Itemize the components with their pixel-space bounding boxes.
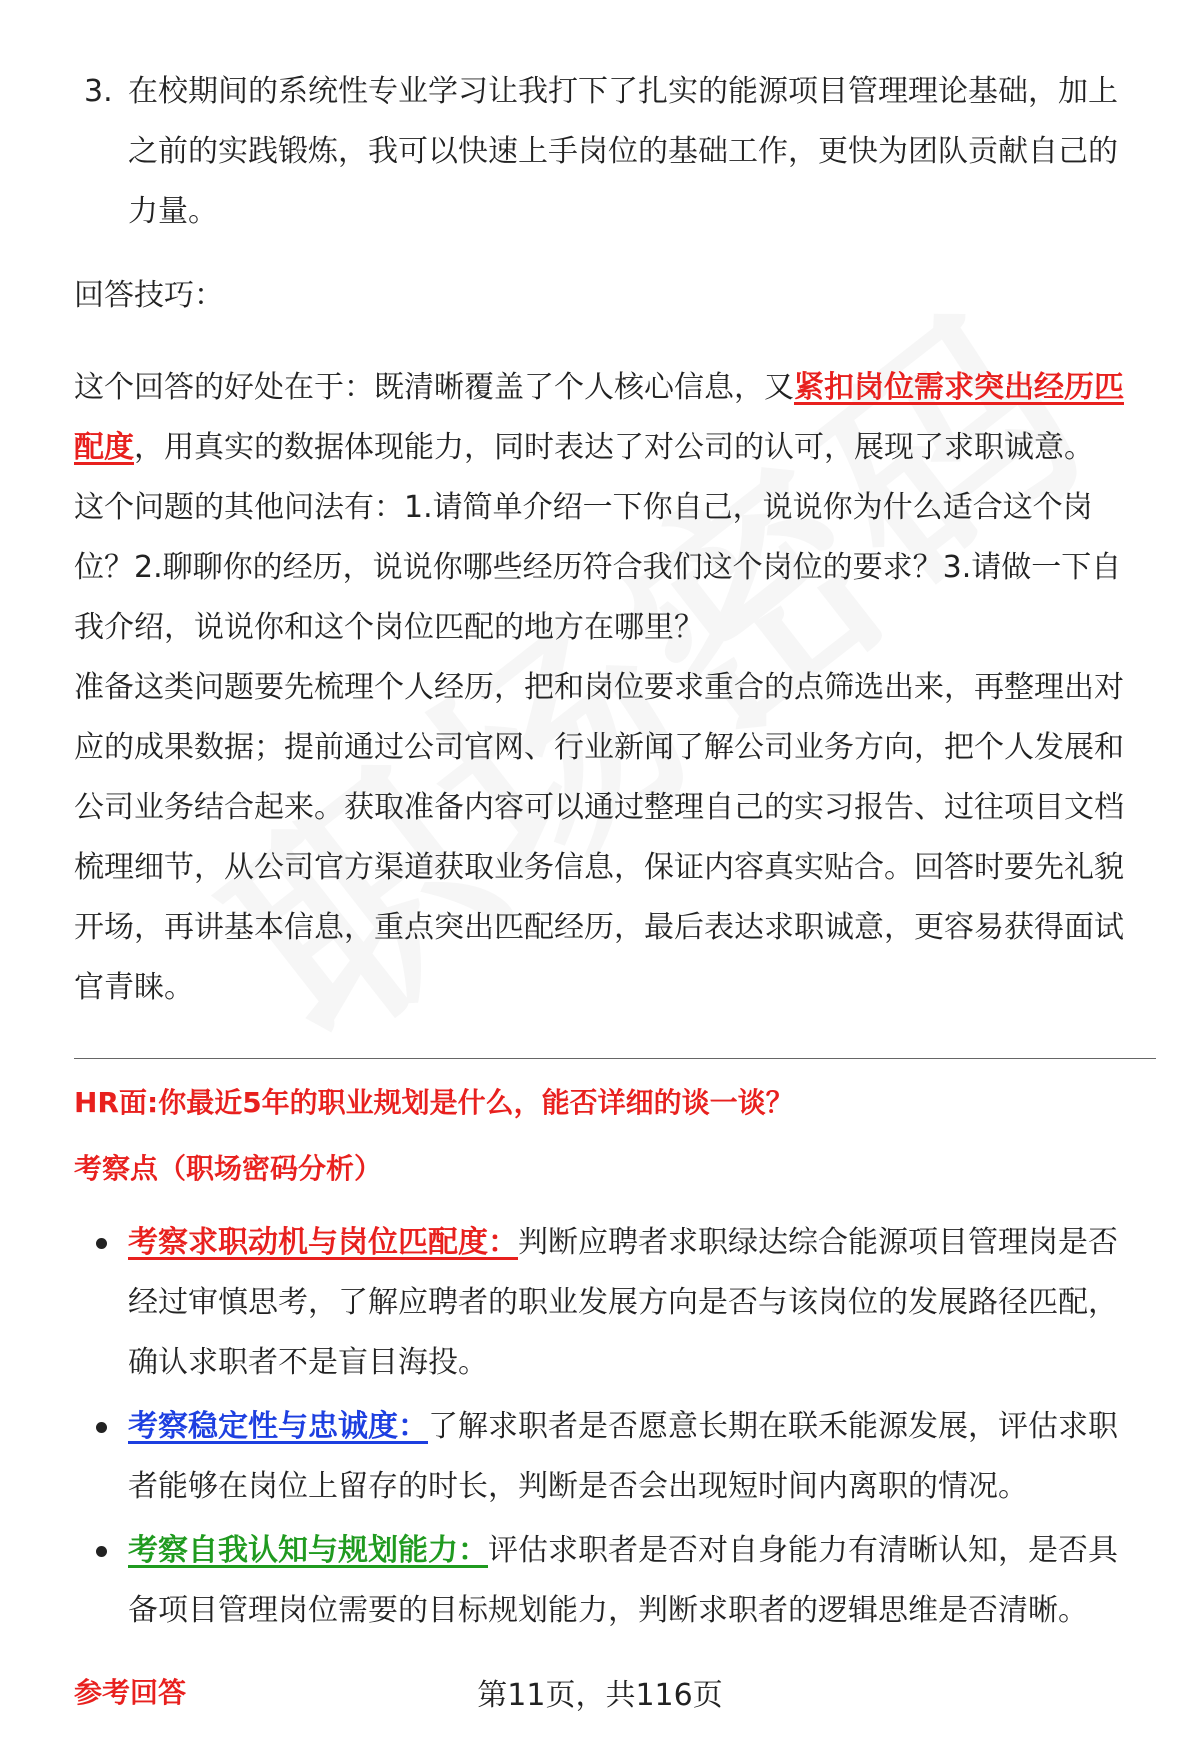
focus-point-keyword: 考察自我认知与规划能力： [128, 1533, 488, 1568]
focus-point-item [74, 1397, 1144, 1517]
focus-point-keyword: 考察稳定性与忠诚度： [128, 1409, 428, 1444]
page-content [74, 62, 1144, 1723]
tips-highlight: 紧扣岗位需求突出经历匹配度 [74, 370, 1124, 465]
tips-label: 回答技巧： [74, 278, 224, 313]
bullet-dot-icon [96, 1422, 107, 1433]
focus-point-item [74, 1521, 1144, 1641]
focus-points-heading: 考察点（职场密码分析） [74, 1152, 383, 1185]
item-number: 3. [84, 74, 113, 109]
page-footer: 第11页，共116页 [477, 1678, 723, 1713]
bullet-dot-icon [96, 1546, 107, 1557]
tips-paragraph [74, 358, 1144, 478]
focus-point-item [74, 1213, 1144, 1393]
item-text: 在校期间的系统性专业学习让我打下了扎实的能源项目管理理论基础，加上之前的实践锻炼，我可以快速上手岗位的基础工作，更快为团队贡献自己的力量。 [128, 74, 1118, 229]
reference-answer-heading: 参考回答 [74, 1676, 187, 1709]
focus-point-keyword: 考察求职动机与岗位匹配度： [128, 1225, 518, 1260]
focus-points-list [74, 1213, 1144, 1641]
alt-questions-paragraph: 这个问题的其他问法有：1.请简单介绍一下你自己，说说你为什么适合这个岗位？2.聊聊你的经历，说说你哪些经历符合我们这个岗位的要求？3.请做一下自我介绍，说说你和这个岗位匹配的地方在哪里？ [74, 490, 1122, 645]
prep-advice-paragraph: 准备这类问题要先梳理个人经历，把和岗位要求重合的点筛选出来，再整理出对应的成果数据；提前通过公司官网、行业新闻了解公司业务方向，把个人发展和公司业务结合起来。获取准备内容可以通过整理自己的实习报告、过往项目文档梳理细节，从公司官方渠道获取业务信息，保证内容真实贴合。回答时要先礼貌开场，再讲基本信息，重点突出匹配经历，最后表达求职诚意，更容易获得面试官青睐。 [74, 670, 1124, 1005]
numbered-item-3 [74, 62, 1144, 242]
bullet-dot-icon [96, 1238, 107, 1249]
focus-point-text: 评估求职者是否对自身能力有清晰认知，是否具备项目管理岗位需要的目标规划能力，判断求职者的逻辑思维是否清晰。 [128, 1533, 1118, 1628]
hr-question-heading: HR面:你最近5年的职业规划是什么，能否详细的谈一谈？ [74, 1086, 794, 1119]
tips-text-before: 这个回答的好处在于：既清晰覆盖了个人核心信息，又 [74, 370, 794, 405]
focus-point-text: 判断应聘者求职绿达综合能源项目管理岗是否经过审慎思考，了解应聘者的职业发展方向是否与该岗位的发展路径匹配，确认求职者不是盲目海投。 [128, 1225, 1118, 1380]
tips-text-after: ，用真实的数据体现能力，同时表达了对公司的认可，展现了求职诚意。 [134, 430, 1094, 465]
focus-point-text: 了解求职者是否愿意长期在联禾能源发展，评估求职者能够在岗位上留存的时长，判断是否会出现短时间内离职的情况。 [128, 1409, 1118, 1504]
